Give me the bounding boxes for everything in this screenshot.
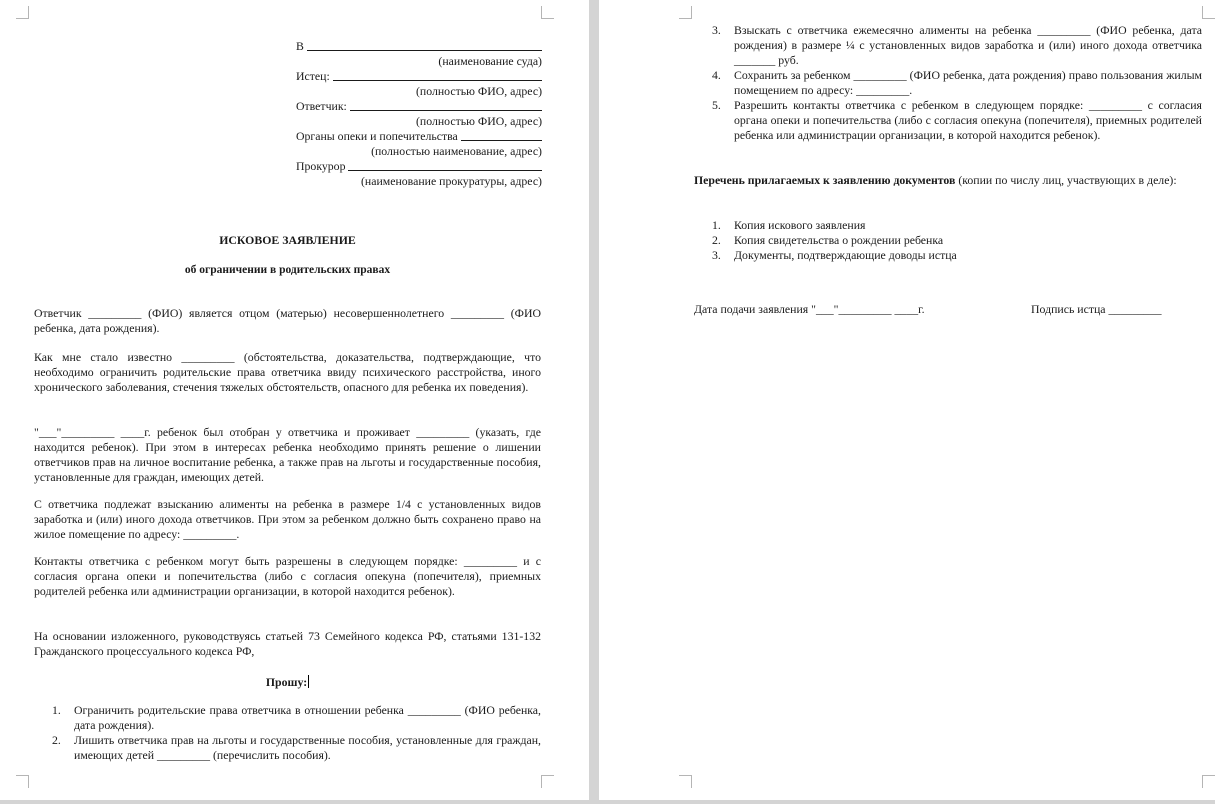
plaintiff-line xyxy=(296,69,542,84)
plaintiff-blank[interactable] xyxy=(333,69,542,81)
defendant-label: Ответчик: xyxy=(296,99,347,113)
crop-mark-bottom-left xyxy=(679,775,692,788)
crop-mark-bottom-right xyxy=(541,775,554,788)
addressee-block xyxy=(296,39,542,189)
court-blank[interactable] xyxy=(307,39,542,51)
list-item-text: Документы, подтверждающие доводы истца xyxy=(734,248,957,262)
prosecutor-label: Прокурор xyxy=(296,159,346,173)
text-cursor xyxy=(308,675,309,688)
request-heading: Прошу: xyxy=(265,675,308,689)
defendant-hint: (полностью ФИО, адрес) xyxy=(416,114,542,128)
court-label: В xyxy=(296,39,304,53)
list-item-number: 1. xyxy=(712,218,721,232)
court-hint: (наименование суда) xyxy=(438,54,542,68)
plaintiff-label: Истец: xyxy=(296,69,330,83)
attachments-note: (копии по числу лиц, участвующих в деле): xyxy=(955,173,1177,187)
request-list-page-1 xyxy=(34,703,541,763)
paragraph-2: Как мне стало известно _________ (обстоятельства, доказательства, подтверждающие, что необходимо ограничить родительские права ответчика ввиду психического расстройства, иного хронического заболевания, стечения тяжелых обстоятельств, опасного для ребенка их поведения). xyxy=(34,350,541,394)
guardianship-label: Органы опеки и попечительства xyxy=(296,129,458,143)
attachments-list xyxy=(694,218,1202,263)
defendant-line xyxy=(296,99,542,114)
prosecutor-blank[interactable] xyxy=(348,159,542,171)
list-item-number: 3. xyxy=(712,248,721,262)
request-list-page-2 xyxy=(694,23,1202,143)
defendant-blank[interactable] xyxy=(350,99,542,111)
paragraph-6: На основании изложенного, руководствуясь статьей 73 Семейного кодекса РФ, статьями 131-132 Гражданского процессуального кодекса РФ, xyxy=(34,629,541,658)
crop-mark-top-left xyxy=(16,6,29,19)
list-item-text: Копия искового заявления xyxy=(734,218,866,232)
request-heading-line xyxy=(34,675,541,690)
list-item-number: 1. xyxy=(52,703,61,717)
list-item-text: Лишить ответчика прав на льготы и государственные пособия, установленные для граждан, имеющих детей _________ (перечислить пособия). xyxy=(74,733,541,762)
list-item xyxy=(694,233,1202,248)
prosecutor-hint: (наименование прокуратуры, адрес) xyxy=(360,174,542,188)
submission-date: Дата подачи заявления "___"_________ ____г. xyxy=(694,302,925,316)
list-item-text: Разрешить контакты ответчика с ребенком в следующем порядке: _________ с согласия органа опеки и попечительства (либо с согласия опекуна (попечителя), приемных родителей ребенка или администрации организации, в которой находится ребенок). xyxy=(734,98,1202,142)
document-page-1 xyxy=(0,0,589,800)
list-item-number: 2. xyxy=(52,733,61,747)
document-page-2 xyxy=(599,0,1215,800)
list-item xyxy=(694,218,1202,233)
attachments-heading: Перечень прилагаемых к заявлению документов xyxy=(694,173,956,187)
list-item xyxy=(694,98,1202,143)
list-item-text: Ограничить родительские права ответчика в отношении ребенка _________ (ФИО ребенка, дата рождения). xyxy=(74,703,541,732)
court-line xyxy=(296,39,542,54)
paragraph-5: Контакты ответчика с ребенком могут быть разрешены в следующем порядке: _________ и с согласия органа опеки и попечительства (либо с согласия опекуна (попечителя), приемных родителей ребенка или администрации организации, в которой находится ребенок). xyxy=(34,554,541,598)
list-item xyxy=(694,23,1202,68)
plaintiff-hint: (полностью ФИО, адрес) xyxy=(416,84,542,98)
crop-mark-top-right xyxy=(1202,6,1215,19)
list-item-number: 3. xyxy=(712,23,721,37)
list-item xyxy=(34,733,541,763)
plaintiff-signature: Подпись истца _________ xyxy=(1031,302,1162,316)
paragraph-1: Ответчик _________ (ФИО) является отцом (матерью) несовершеннолетнего _________ (ФИО ребенка, дата рождения). xyxy=(34,306,541,335)
guardianship-line xyxy=(296,129,542,144)
list-item-text: Взыскать с ответчика ежемесячно алименты на ребенка _________ (ФИО ребенка, дата рождения) в размере ¼ с установленных видов заработка и (или) иного дохода ответчика _______ руб. xyxy=(734,23,1202,67)
list-item-text: Копия свидетельства о рождении ребенка xyxy=(734,233,944,247)
prosecutor-line xyxy=(296,159,542,174)
list-item xyxy=(34,703,541,733)
list-item-number: 2. xyxy=(712,233,721,247)
paragraph-3: "___"_________ ____г. ребенок был отобран у ответчика и проживает _________ (указать, где находится ребенок). При этом в интересах ребенка необходимо принять решение о лишении ответчиков прав на личное воспитание ребенка, а также прав на льготы и государственные пособия, установленные для граждан, имеющих детей. xyxy=(34,425,541,484)
crop-mark-bottom-left xyxy=(16,775,29,788)
crop-mark-bottom-right xyxy=(1202,775,1215,788)
crop-mark-top-left xyxy=(679,6,692,19)
list-item-number: 4. xyxy=(712,68,721,82)
document-subtitle: об ограничении в родительских правах xyxy=(184,264,391,276)
list-item xyxy=(694,68,1202,98)
guardianship-blank[interactable] xyxy=(461,129,542,141)
guardianship-hint: (полностью наименование, адрес) xyxy=(371,144,542,158)
list-item-number: 5. xyxy=(712,98,721,112)
document-title: ИСКОВОЕ ЗАЯВЛЕНИЕ xyxy=(219,233,356,247)
crop-mark-top-right xyxy=(541,6,554,19)
attachments-intro xyxy=(694,173,1202,188)
paragraph-4: С ответчика подлежат взысканию алименты на ребенка в размере 1/4 с установленных видов заработка и (или) иного дохода ответчиков. При этом за ребенком должно быть сохранено право на жилое помещение по адресу: _________. xyxy=(34,497,541,541)
list-item xyxy=(694,248,1202,263)
list-item-text: Сохранить за ребенком _________ (ФИО ребенка, дата рождения) право пользования жилым помещением по адресу: _________. xyxy=(734,68,1202,97)
